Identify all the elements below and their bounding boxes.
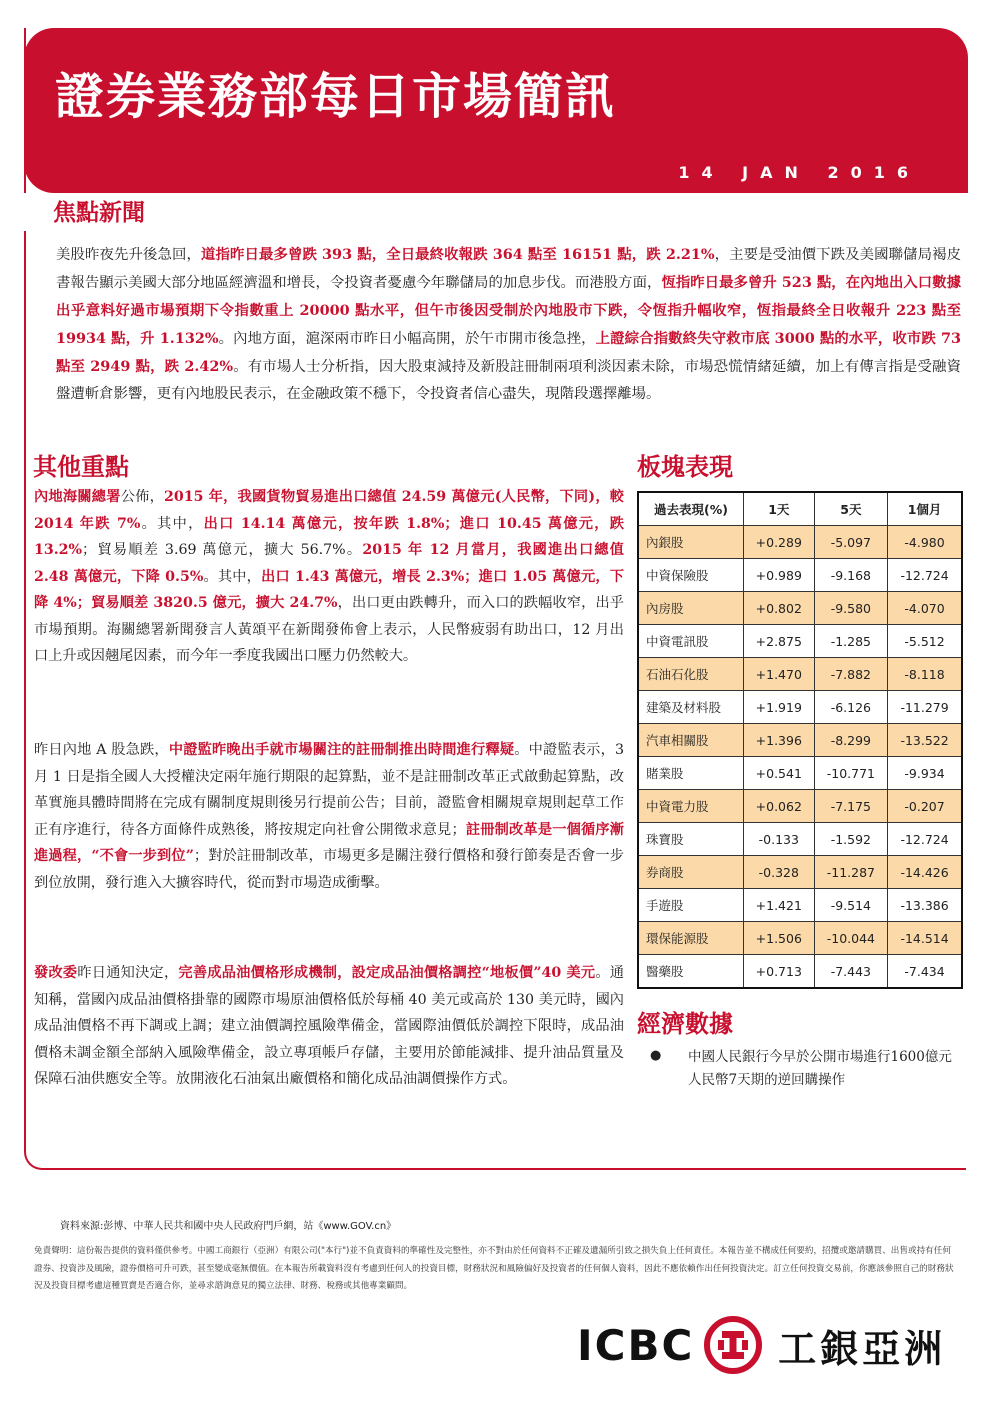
body-text: 昨日通知決定， bbox=[77, 965, 179, 981]
table-row bbox=[638, 922, 962, 955]
performance-cell: +1.396 bbox=[744, 724, 815, 757]
table-row bbox=[638, 724, 962, 757]
highlighted-text: 2015 年 12 月當月，我國進出口總值 2.48 萬億元，下降 0.5% bbox=[34, 542, 624, 585]
highlighted-text: 註冊制改革是一個循序漸進過程，“不會一步到位” bbox=[34, 821, 624, 864]
bullet-icon: ● bbox=[650, 1048, 662, 1063]
focus-news-heading: 焦點新聞 bbox=[53, 200, 145, 226]
performance-cell: +0.062 bbox=[744, 790, 815, 823]
sector-name-cell: 中資電訊股 bbox=[638, 625, 744, 658]
body-text: 昨日內地 A 股急跌， bbox=[34, 742, 169, 758]
performance-cell: -1.592 bbox=[814, 823, 888, 856]
performance-cell: -7.882 bbox=[814, 658, 888, 691]
sector-name-cell: 中資保險股 bbox=[638, 559, 744, 592]
performance-cell: -9.168 bbox=[814, 559, 888, 592]
sector-name-cell: 石油石化股 bbox=[638, 658, 744, 691]
col-header-1m: 1個月 bbox=[888, 492, 962, 526]
highlighted-text: 2015 年，我國貨物貿易進出口總值 24.59 萬億元(人民幣，下同)，較 2014 年跌 7% bbox=[34, 489, 624, 532]
performance-cell: -4.980 bbox=[888, 526, 962, 559]
other-highlights-heading: 其他重點 bbox=[33, 453, 129, 481]
sector-name-cell: 醫藥股 bbox=[638, 955, 744, 989]
body-text: 。中證監表示，3 月 1 日是指全國人大授權決定兩年施行期限的起算點，並不是註冊制改革正式啟動起算點，改革實施具體時間將在完成有關制度規則後另行提前公告；目前，證監會相關規章規則起草工作正有序進行，待各方面條件成熟後，將按規定向社會公開徵求意見； bbox=[34, 742, 624, 838]
performance-cell: +1.919 bbox=[744, 691, 815, 724]
body-text: 。有市場人士分析指，因大股東減持及新股註冊制兩項利淡因素未除，市場恐慌情緒延續，加上有傳言指是受融資盤遭斬倉影響，更有內地股民表示，在金融政策不穩下，令投資者信心盡失，現階段選擇離場。 bbox=[56, 359, 961, 402]
performance-cell: -6.126 bbox=[814, 691, 888, 724]
performance-cell: +1.421 bbox=[744, 889, 815, 922]
performance-cell: -5.097 bbox=[814, 526, 888, 559]
data-source: 資料來源:彭博、中華人民共和國中央人民政府門戶網，站《www.GOV.cn》 bbox=[60, 1221, 397, 1232]
news-paragraph-registration bbox=[34, 737, 624, 896]
body-text: ，出口更由跌轉升，而入口的跌幅收窄，出乎市場預期。海關總署新聞發言人黃頌平在新聞發佈會上表示，人民幣疲弱有助出口，12 月出口上升或因翹尾因素，而今年一季度我國出口壓力仍然較大。 bbox=[34, 595, 624, 664]
performance-cell: +0.802 bbox=[744, 592, 815, 625]
highlighted-text: 道指昨日最多曾跌 393 點，全日最終收報跌 364 點至 16151 點，跌 2.21% bbox=[200, 246, 715, 263]
performance-cell: +0.989 bbox=[744, 559, 815, 592]
performance-cell: +2.875 bbox=[744, 625, 815, 658]
performance-cell: -11.287 bbox=[814, 856, 888, 889]
sector-name-cell: 中資電力股 bbox=[638, 790, 744, 823]
performance-cell: +1.506 bbox=[744, 922, 815, 955]
performance-cell: -0.328 bbox=[744, 856, 815, 889]
performance-cell: -10.044 bbox=[814, 922, 888, 955]
news-paragraph-oil-price bbox=[34, 960, 624, 1093]
performance-cell: -10.771 bbox=[814, 757, 888, 790]
performance-cell: -7.175 bbox=[814, 790, 888, 823]
sector-name-cell: 建築及材料股 bbox=[638, 691, 744, 724]
table-row bbox=[638, 625, 962, 658]
sector-name-cell: 內銀股 bbox=[638, 526, 744, 559]
table-row bbox=[638, 889, 962, 922]
col-header-5d: 5天 bbox=[814, 492, 888, 526]
icbc-logo bbox=[577, 1315, 946, 1375]
performance-cell: -5.512 bbox=[888, 625, 962, 658]
performance-cell: +0.289 bbox=[744, 526, 815, 559]
table-row bbox=[638, 757, 962, 790]
body-text: 公佈， bbox=[120, 489, 165, 505]
disclaimer: 免責聲明：這份報告提供的資料僅供參考。中國工商銀行（亞洲）有限公司("本行")並不負責資料的準確性及完整性，亦不對由於任何資料不正確及遺漏所引致之損失負上任何責任。本報告並不構成任何要約，招攬或邀請購買、出售或持有任何證券、投資涉及風險，證券價格可升可跌，甚至變成毫無價值。在本報告所載資料沒有考慮到任何人的投資目標，財務狀況和風險偏好及投資者的任何個人資料，因此不應依賴作出任何投資決定。訂立任何投資交易前，你應該參照自己的財務狀況及投資目標考慮這種買賣是否適合你，並尋求諮詢意見的獨立法律、財務、稅務或其他專業顧問。 bbox=[34, 1246, 954, 1291]
icbc-emblem-icon bbox=[702, 1314, 764, 1376]
table-row bbox=[638, 790, 962, 823]
performance-cell: -13.386 bbox=[888, 889, 962, 922]
highlighted-text: 內地海關總署 bbox=[34, 489, 121, 505]
body-text: 。內地方面，滬深兩市昨日小幅高開，於午市開市後急挫， bbox=[218, 331, 596, 347]
body-text: ；貿易順差 3.69 萬億元，擴大 56.7%。 bbox=[82, 542, 363, 558]
performance-cell: -11.279 bbox=[888, 691, 962, 724]
performance-cell: -8.299 bbox=[814, 724, 888, 757]
sector-name-cell: 汽車相關股 bbox=[638, 724, 744, 757]
body-text: ；對於註冊制改革，市場更多是關注發行價格和發行節奏是否會一步到位放開，發行進入大擴容時代，從而對市場造成衝擊。 bbox=[34, 848, 624, 891]
sector-name-cell: 手遊股 bbox=[638, 889, 744, 922]
sector-table-body bbox=[638, 526, 962, 989]
highlighted-text: 出口 14.14 萬億元，按年跌 1.8%；進口 10.45 萬億元，跌 13.2% bbox=[34, 515, 624, 558]
performance-cell: -1.285 bbox=[814, 625, 888, 658]
performance-cell: -8.118 bbox=[888, 658, 962, 691]
highlighted-text: 上證綜合指數終失守救市底 3000 點的水平，收市跌 73 點至 2949 點，跌 2.42% bbox=[56, 330, 961, 375]
report-date: 14 JAN 2016 bbox=[678, 163, 920, 182]
sector-name-cell: 環保能源股 bbox=[638, 922, 744, 955]
page-title: 證券業務部每日市場簡訊 bbox=[55, 68, 617, 125]
table-row bbox=[638, 955, 962, 989]
performance-cell: -14.514 bbox=[888, 922, 962, 955]
performance-cell: -12.724 bbox=[888, 823, 962, 856]
performance-cell: -4.070 bbox=[888, 592, 962, 625]
col-header-period: 過去表現(%) bbox=[638, 492, 744, 526]
highlighted-text: 恆指昨日最多曾升 523 點，在內地出入口數據出乎意料好過市場預期下令指數重上 20000 點水平，但午市後因受制於內地股市下跌，令恆指升幅收窄，恆指最終全日收報升 223 點至 19934 點，升 1.132% bbox=[56, 274, 961, 347]
table-row bbox=[638, 691, 962, 724]
performance-cell: -0.207 bbox=[888, 790, 962, 823]
performance-cell: -9.514 bbox=[814, 889, 888, 922]
sector-performance-table bbox=[637, 491, 963, 989]
sector-performance-heading: 板塊表現 bbox=[637, 453, 733, 481]
focus-news-body bbox=[56, 241, 961, 408]
table-row bbox=[638, 559, 962, 592]
performance-cell: -7.443 bbox=[814, 955, 888, 989]
economic-data-heading: 經濟數據 bbox=[637, 1010, 733, 1038]
performance-cell: -12.724 bbox=[888, 559, 962, 592]
table-row bbox=[638, 658, 962, 691]
table-row bbox=[638, 823, 962, 856]
news-paragraph-trade bbox=[34, 484, 624, 670]
col-header-1d: 1天 bbox=[744, 492, 815, 526]
performance-cell: -9.580 bbox=[814, 592, 888, 625]
economic-data-item: 中國人民銀行今早於公開市場進行1600億元人民幣7天期的逆回購操作 bbox=[688, 1049, 952, 1088]
body-text: 美股昨夜先升後急回， bbox=[56, 247, 201, 263]
performance-cell: -0.133 bbox=[744, 823, 815, 856]
performance-cell: -9.934 bbox=[888, 757, 962, 790]
highlighted-text: 中證監昨晚出手就市場關注的註冊制推出時間進行釋疑 bbox=[168, 742, 515, 758]
performance-cell: +0.541 bbox=[744, 757, 815, 790]
table-row bbox=[638, 526, 962, 559]
sector-name-cell: 券商股 bbox=[638, 856, 744, 889]
performance-cell: +1.470 bbox=[744, 658, 815, 691]
performance-cell: +0.713 bbox=[744, 955, 815, 989]
performance-cell: -14.426 bbox=[888, 856, 962, 889]
performance-cell: -13.522 bbox=[888, 724, 962, 757]
body-text: 。其中， bbox=[140, 515, 204, 532]
highlighted-text: 發改委 bbox=[34, 965, 78, 981]
body-text: 。其中， bbox=[203, 568, 262, 585]
logo-text-cn: 工銀亞洲 bbox=[778, 1326, 947, 1371]
highlighted-text: 完善成品油價格形成機制，設定成品油價格調控“地板價”40 美元 bbox=[178, 965, 596, 981]
sector-name-cell: 珠寶股 bbox=[638, 823, 744, 856]
body-text: 。通知稱，當國內成品油價格掛靠的國際市場原油價格低於每桶 40 美元或高於 130 美元時，國內成品油價格不再下調或上調；建立油價調控風險準備金，當國際油價低於調控下限時，成品油價格未調金額全部納入風險準備金，設立專項帳戶存儲，主要用於節能減排、提升油品質量及保障石油供應安全等。放開液化石油氣出廠價格和簡化成品油調價操作方式。 bbox=[34, 965, 624, 1087]
table-row bbox=[638, 856, 962, 889]
table-header-row bbox=[638, 492, 962, 526]
body-text: ，主要是受油價下跌及美國聯儲局褐皮書報告顯示美國大部分地區經濟溫和增長，令投資者憂慮今年聯儲局的加息步伐。而港股方面， bbox=[56, 247, 961, 291]
performance-cell: -7.434 bbox=[888, 955, 962, 989]
sector-name-cell: 賭業股 bbox=[638, 757, 744, 790]
table-row bbox=[638, 592, 962, 625]
sector-name-cell: 內房股 bbox=[638, 592, 744, 625]
highlighted-text: 出口 1.43 萬億元，增長 2.3%；進口 1.05 萬億元，下降 4%；貿易順差 3820.5 億元，擴大 24.7% bbox=[34, 568, 624, 611]
logo-text-en: ICBC bbox=[577, 1320, 695, 1370]
